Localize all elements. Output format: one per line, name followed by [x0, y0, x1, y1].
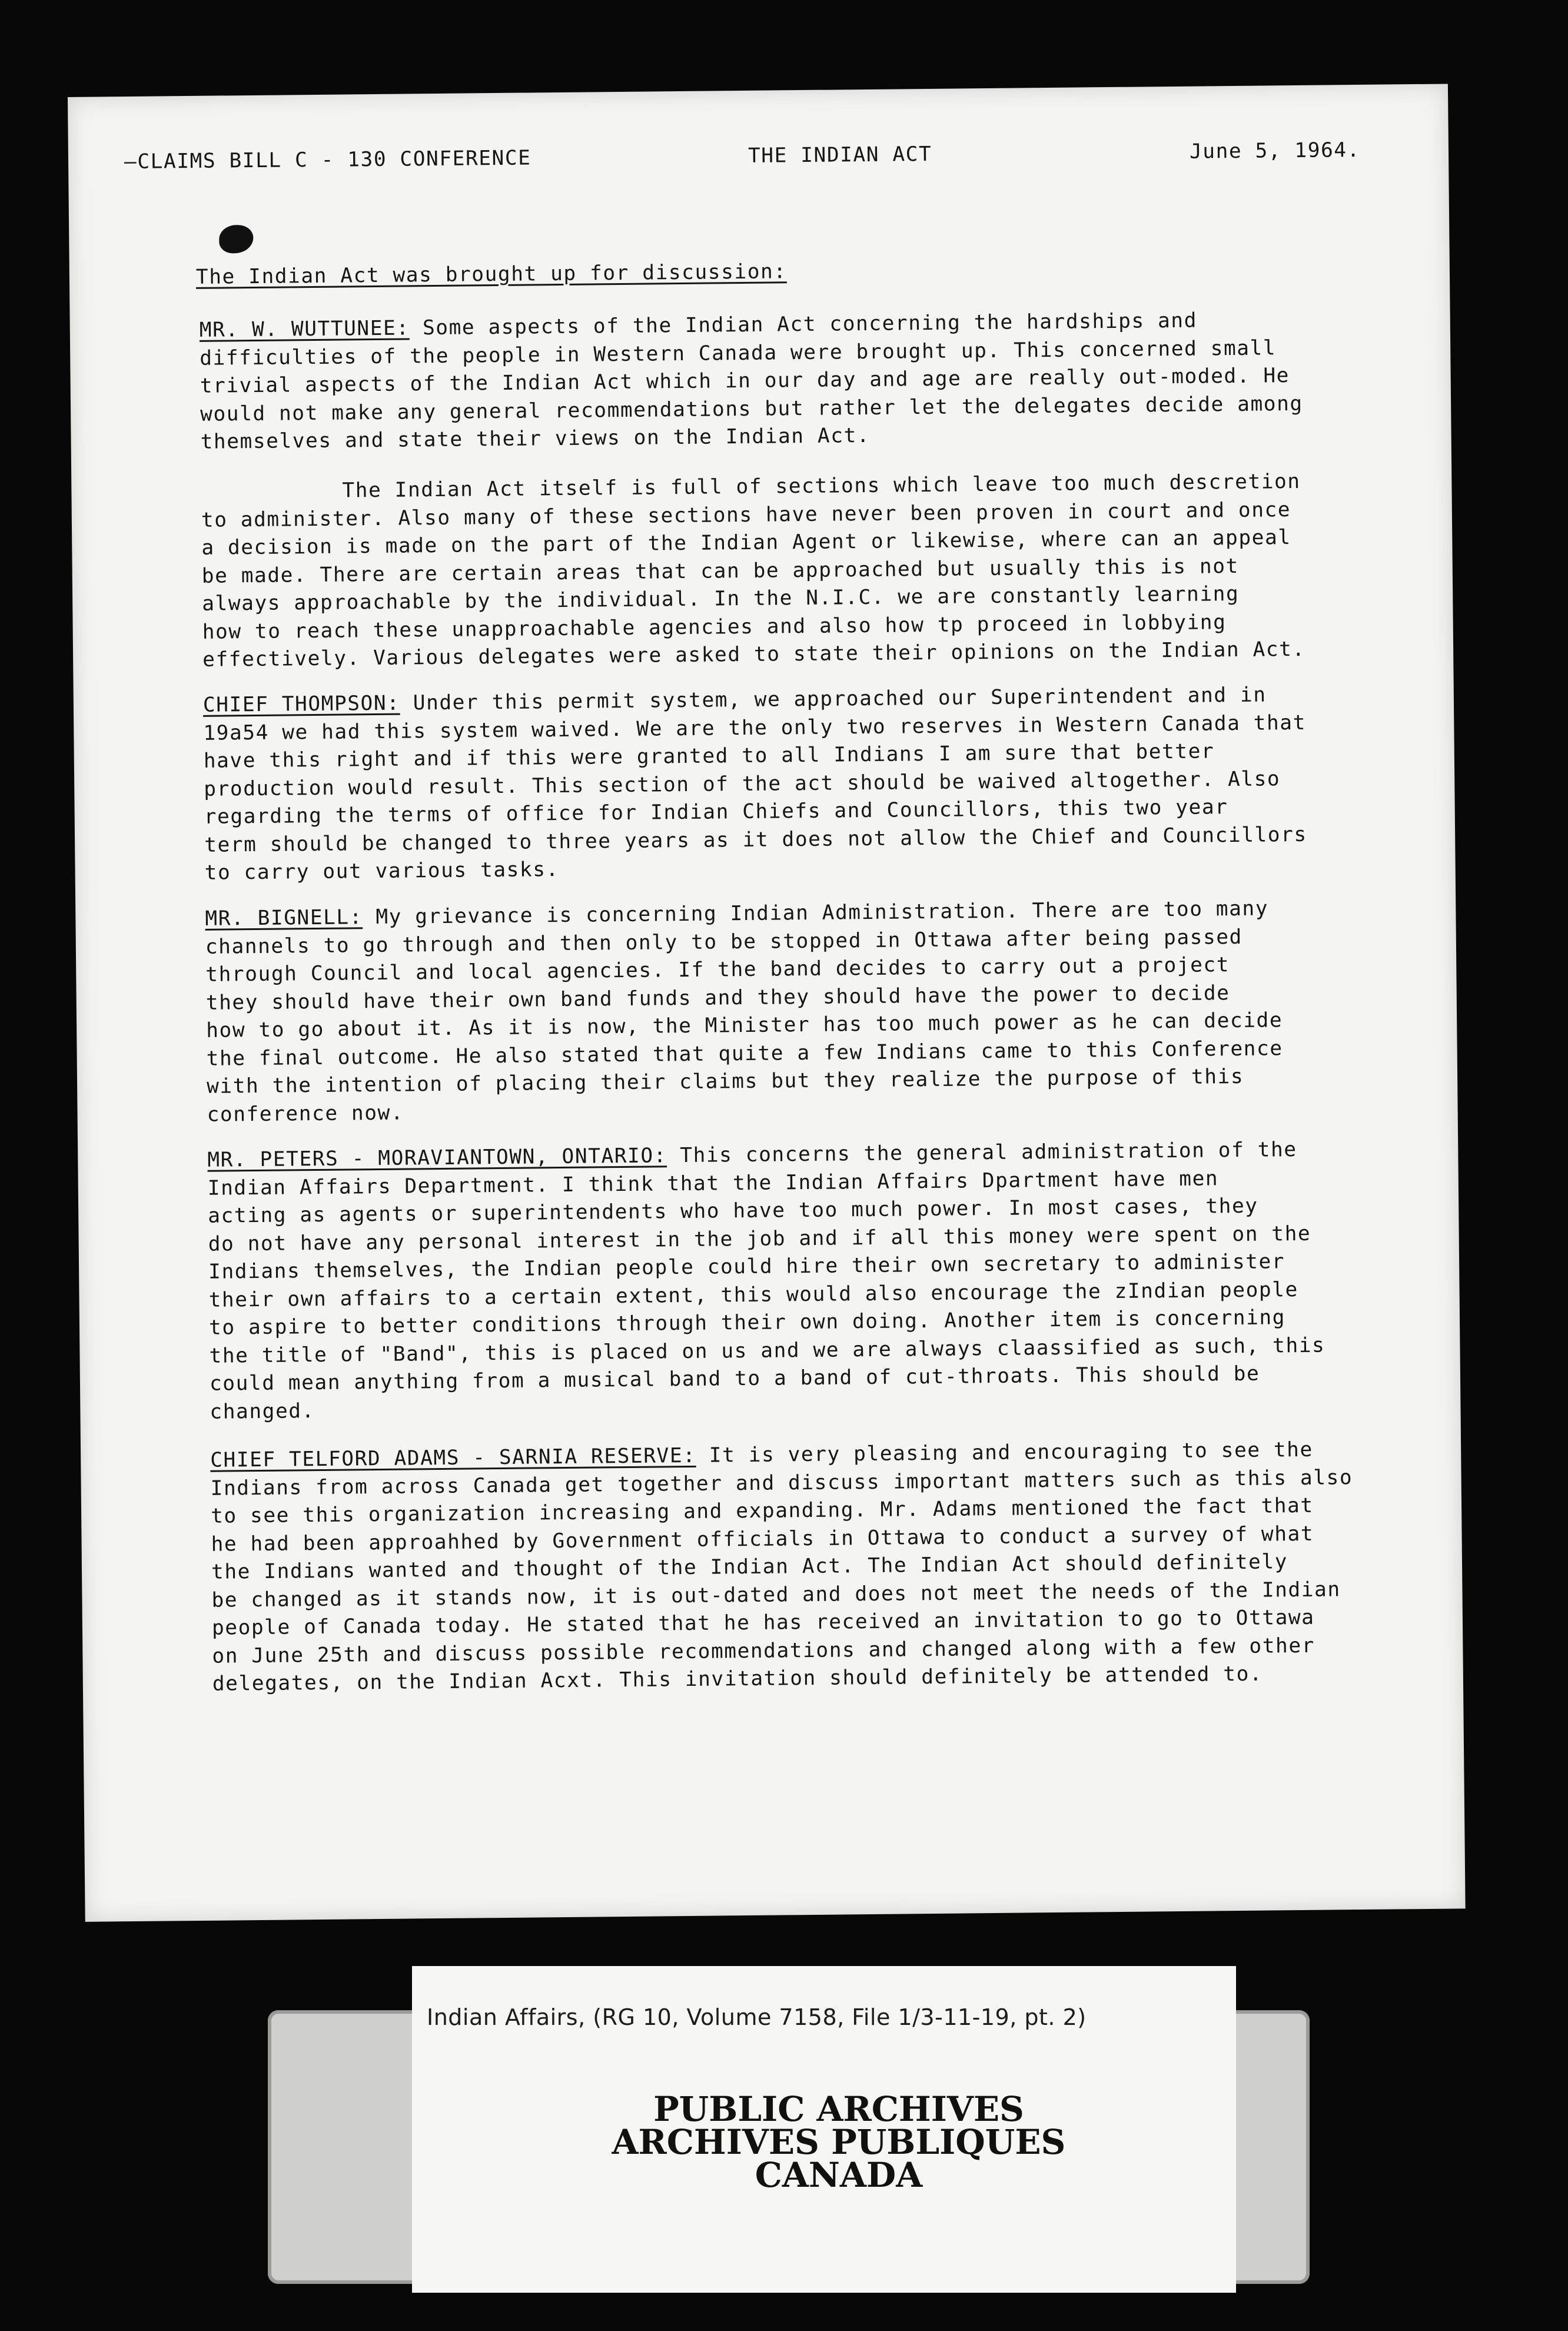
- paragraph-line: do not have any personal interest in the job and if all this money were spent on the: [208, 1221, 1311, 1256]
- paragraph-line: have this right and if this were granted to all Indians I am sure that better: [203, 739, 1215, 773]
- paragraph-line: to aspire to better conditions through their own doing. Another item is concerning: [208, 1306, 1286, 1340]
- paragraph-line: MR. W. WUTTUNEE: Some aspects of the Indian Act concerning the hardships and: [199, 308, 1198, 342]
- paragraph-line: conference now.: [207, 1101, 404, 1127]
- paragraph-line: 19a54 we had this system waived. We are the only two reserves in Western Canada that: [203, 710, 1307, 745]
- header-conference-title: —CLAIMS BILL C - 130 CONFERENCE: [124, 146, 531, 174]
- paragraph-line: would not make any general recommendations but rather let the delegates decide among: [200, 391, 1303, 426]
- paragraph-line: regarding the terms of office for Indian Chiefs and Councillors, this two year: [204, 795, 1228, 829]
- archive-stamp-line: CANADA: [755, 2155, 923, 2195]
- paragraph-line: Indians themselves, the Indian people could hire their own secretary to administer: [208, 1250, 1285, 1284]
- paragraph-line: through Council and local agencies. If the band decides to carry out a project: [205, 953, 1230, 987]
- paragraph-line: delegates, on the Indian Acxt. This invitation should definitely be attended to.: [212, 1662, 1263, 1696]
- speaker-name: MR. PETERS - MORAVIANTOWN, ONTARIO:: [207, 1144, 667, 1172]
- header-date: June 5, 1964.: [1189, 138, 1361, 164]
- paragraph-line: to administer. Also many of these sections have never been proven in court and once: [201, 497, 1291, 532]
- intro-heading: The Indian Act was brought up for discussion:: [195, 260, 787, 289]
- paragraph-line: a decision is made on the part of the Indian Agent or likewise, where can an appeal: [201, 526, 1291, 560]
- paragraph-line: the final outcome. He also stated that quite a few Indians came to this Conference: [206, 1036, 1283, 1071]
- paragraph-line: acting as agents or superintendents who have too much power. In most cases, they: [208, 1194, 1258, 1228]
- paragraph-line: themselves and state their views on the Indian Act.: [200, 423, 871, 454]
- paragraph-line: MR. PETERS - MORAVIANTOWN, ONTARIO: This concerns the general administration of the: [207, 1138, 1297, 1172]
- paragraph-line: be changed as it stands now, it is out-dated and does not meet the needs of the Indian: [211, 1577, 1341, 1612]
- paragraph-line: always approachable by the individual. In the N.I.C. we are constantly learning: [202, 582, 1240, 616]
- paragraph-line: term should be changed to three years as it does not allow the Chief and Councillors: [204, 822, 1307, 857]
- paragraph-line: he had been approahhed by Government officials in Ottawa to conduct a survey of what: [211, 1522, 1314, 1556]
- paragraph-line: how to reach these unapproachable agencies and also how tp proceed in lobbying: [202, 610, 1227, 644]
- paragraph-line: MR. BIGNELL: My grievance is concerning Indian Administration. There are too many: [205, 896, 1269, 931]
- paragraph-line: could mean anything from a musical band to a band of cut-throats. This should be: [209, 1362, 1260, 1396]
- paragraph-bignell: [205, 895, 1284, 1129]
- paragraph-adams: [210, 1436, 1355, 1698]
- document-page: [68, 84, 1466, 1921]
- paragraph-line: the title of "Band", this is placed on us and we are always claassified as such, this: [209, 1333, 1326, 1368]
- header-subject: THE INDIAN ACT: [748, 142, 932, 168]
- speaker-name: CHIEF TELFORD ADAMS - SARNIA RESERVE:: [210, 1443, 696, 1472]
- paragraph-line: Indian Affairs Department. I think that the Indian Affairs Dpartment have men: [207, 1166, 1219, 1200]
- paragraph-line: on June 25th and discuss possible recommendations and changed along with a few other: [212, 1633, 1315, 1668]
- speaker-name: MR. W. WUTTUNEE:: [199, 316, 410, 342]
- paragraph-line: trivial aspects of the Indian Act which in our day and age are really out-moded. He: [200, 364, 1290, 398]
- paragraph-line: CHIEF THOMPSON: Under this permit system, we approached our Superintendent and in: [202, 683, 1267, 717]
- paragraph-line: effectively. Various delegates were asked to state their opinions on the Indian Act.: [202, 637, 1305, 672]
- paragraph-line: channels to go through and then only to be stopped in Ottawa after being passed: [205, 925, 1243, 959]
- paragraph-line: with the intention of placing their claims but they realize the purpose of this: [206, 1064, 1244, 1098]
- ink-blot: [219, 225, 253, 254]
- paragraph-line: people of Canada today. He stated that he has received an invitation to go to Ottawa: [211, 1605, 1315, 1640]
- paragraph-line: changed.: [210, 1399, 315, 1424]
- archive-stamp-line: PUBLIC ARCHIVES: [653, 2089, 1024, 2129]
- paragraph-line: their own affairs to a certain extent, this would also encourage the zIndian people: [208, 1277, 1299, 1312]
- paragraph-line: CHIEF TELFORD ADAMS - SARNIA RESERVE: It is very pleasing and encouraging to see the: [210, 1437, 1313, 1472]
- paragraph-peters: [207, 1136, 1326, 1426]
- paragraph-line: to see this organization increasing and expanding. Mr. Adams mentioned the fact that: [210, 1493, 1314, 1528]
- paragraph-line: they should have their own band funds and they should have the power to decide: [205, 981, 1230, 1015]
- paragraph-line: production would result. This section of the act should be waived altogether. Also: [204, 766, 1281, 801]
- paragraph-line: The Indian Act itself is full of sections which leave too much descretion: [342, 469, 1301, 503]
- speaker-name: MR. BIGNELL:: [205, 905, 363, 931]
- speaker-name: CHIEF THOMPSON:: [202, 691, 400, 717]
- paragraph-line: difficulties of the people in Western Canada were brought up. This concerned small: [200, 336, 1277, 370]
- archive-reference: Indian Affairs, (RG 10, Volume 7158, File 1/3-11-19, pt. 2): [427, 2004, 1087, 2030]
- archive-stamp-line: ARCHIVES PUBLIQUES: [612, 2122, 1066, 2162]
- paragraph-line: the Indians wanted and thought of the Indian Act. The Indian Act should definitely: [211, 1550, 1288, 1584]
- paragraph-thompson: [203, 681, 1308, 887]
- paragraph-indian-act: [201, 468, 1305, 674]
- paragraph-line: be made. There are certain areas that can be approached but usually this is not: [201, 554, 1240, 588]
- paragraph-line: Indians from across Canada get together and discuss important matters such as this also: [210, 1465, 1353, 1500]
- paragraph-line: to carry out various tasks.: [204, 858, 560, 885]
- paragraph-line: how to go about it. As it is now, the Minister has too much power as he can decide: [206, 1008, 1283, 1042]
- paragraph-wuttunee: [200, 306, 1304, 456]
